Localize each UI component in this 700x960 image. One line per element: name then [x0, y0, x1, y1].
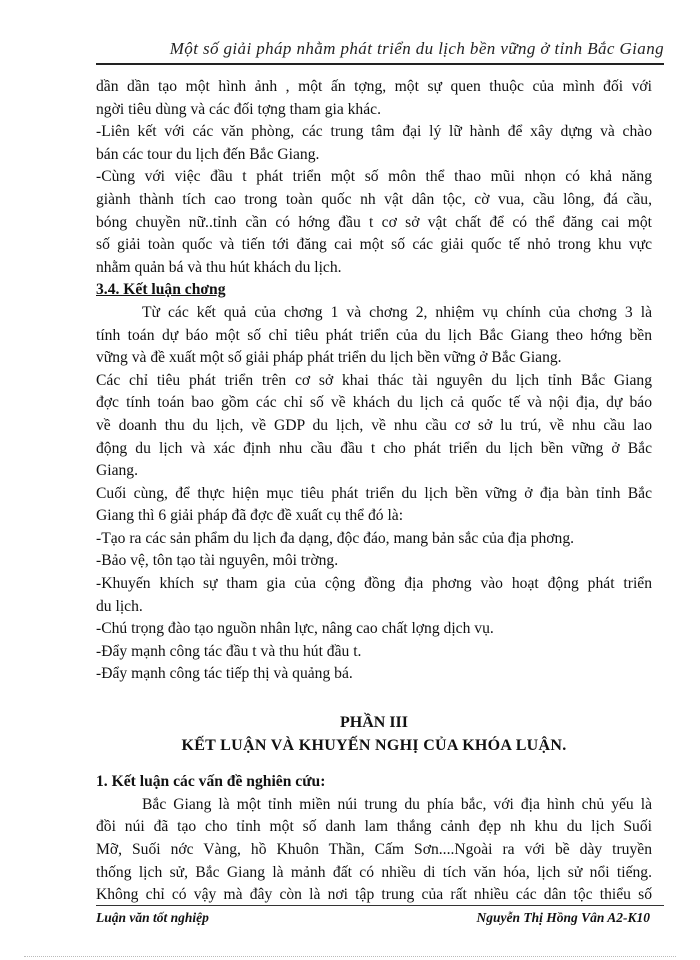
text-line: giành thành tích cao trong toàn quốc nh vật dân tộc, cờ vua, cầu lông, đá cầu,	[96, 190, 652, 208]
text-line: số giải toàn quốc và tiến tới đăng cai một số các giải quốc tế nhỏ trong khu vực	[96, 236, 652, 254]
footer-left-text: Luận văn tốt nghiệp	[96, 910, 209, 925]
text-line: vững và đề xuất một số giải pháp phát triển du lịch bền vững ở Bắc Giang.	[96, 349, 562, 367]
part-label: PHẦN III	[339, 714, 408, 732]
spacer	[96, 757, 652, 771]
list-item: -Khuyến khích sự tham gia của cộng đồng địa phơng vào hoạt động phát triển	[96, 575, 652, 593]
section-heading-3-4: 3.4. Kết luận chơng	[96, 281, 226, 299]
text-line: Các chỉ tiêu phát triển trên cơ sở khai thác tài nguyên du lịch tỉnh Bắc Giang	[96, 371, 652, 389]
header-title: Một số giải pháp nhằm phát triển du lịch bền vững ở tỉnh Bắc Giang	[169, 39, 664, 58]
list-item: -Đẩy mạnh công tác đầu t và thu hút đầu t.	[96, 642, 362, 660]
list-item-continuation: du lịch.	[96, 597, 143, 615]
text-line: Cuối cùng, để thực hiện mục tiêu phát triển du lịch bền vững ở địa bàn tỉnh Bắc	[96, 484, 652, 502]
text-line: Từ các kết quả của chơng 1 và chơng 2, nhiệm vụ chính của chơng 3 là	[142, 303, 652, 321]
text-line: động du lịch và xác định nhu cầu đầu t cho phát triển du lịch bền vững ở Bắc	[96, 439, 652, 457]
text-line: Mỡ, Suối nớc Vàng, hồ Khuôn Thần, Cấm Sơn....Ngoài ra với bề dày truyền	[96, 841, 652, 858]
page-footer	[96, 905, 664, 930]
text-line: Không chỉ có vậy mà đây còn là nơi tập trung của rất nhiều các dân tộc thiểu số	[96, 886, 652, 904]
text-line: thống lịch sử, Bắc Giang là mảnh đất có nhiều di tích văn hóa, lịch sử nổi tiếng.	[96, 863, 652, 881]
text-line: -Liên kết với các văn phòng, các trung tâm đại lý lữ hành để xây dựng và chào	[96, 123, 652, 141]
list-item: -Bảo vệ, tôn tạo tài nguyên, môi trờng.	[96, 552, 339, 570]
subsection-heading: 1. Kết luận các vấn đề nghiên cứu:	[96, 773, 326, 791]
text-line: nhằm quản bá và thu hút khách du lịch.	[96, 258, 342, 276]
text-line: tính toán dự báo một số chỉ tiêu phát triển của du lịch Bắc Giang theo hớng bền	[96, 326, 652, 344]
list-item: -Chú trọng đào tạo nguồn nhân lực, nâng cao chất lợng dịch vụ.	[96, 620, 494, 638]
page-body	[96, 76, 652, 907]
text-line: dần dần tạo một hình ảnh , một ấn tợng, một sự quen thuộc của mình đối với	[96, 78, 652, 95]
page-bottom-divider	[24, 956, 676, 957]
text-line: Bắc Giang là một tỉnh miền núi trung du phía bắc, với địa hình chủ yếu là	[142, 795, 652, 813]
text-line: ngời tiêu dùng và các đối tợng tham gia khác.	[96, 100, 381, 118]
list-item: -Đẩy mạnh công tác tiếp thị và quảng bá.	[96, 665, 353, 683]
text-line: -Cùng với việc đầu t phát triển một số môn thể thao mũi nhọn có khả năng	[96, 168, 652, 186]
text-line: về doanh thu du lịch, về GDP du lịch, về nhu cầu cơ sở lu trú, về nhu cầu lao	[96, 416, 652, 434]
text-line: bóng chuyền nữ..tỉnh cần có hớng đầu t cơ sở vật chất để có thể đăng cai một	[96, 213, 652, 231]
text-line: đợc tính toán bao gồm các chỉ số về khách du lịch cả quốc tế và nội địa, dự báo	[96, 394, 652, 412]
page-header	[96, 33, 664, 65]
list-item: -Tạo ra các sản phẩm du lịch đa dạng, độc đáo, mang bản sắc của địa phơng.	[96, 529, 575, 547]
text-line: đồi núi đã tạo cho tỉnh một số danh lam thắng cảnh đẹp nh khu du lịch Suối	[96, 818, 652, 836]
footer-author: Nguyễn Thị Hồng Vân A2-K10	[476, 910, 650, 925]
text-line: Giang.	[96, 462, 139, 480]
text-line: Giang thì 6 giải pháp đã đợc đề xuất cụ thể đó là:	[96, 507, 404, 525]
part-title: KẾT LUẬN VÀ KHUYẾN NGHỊ CỦA KHÓA LUẬN.	[181, 736, 567, 754]
spacer	[96, 686, 652, 712]
text-line: bán các tour du lịch đến Bắc Giang.	[96, 145, 320, 163]
